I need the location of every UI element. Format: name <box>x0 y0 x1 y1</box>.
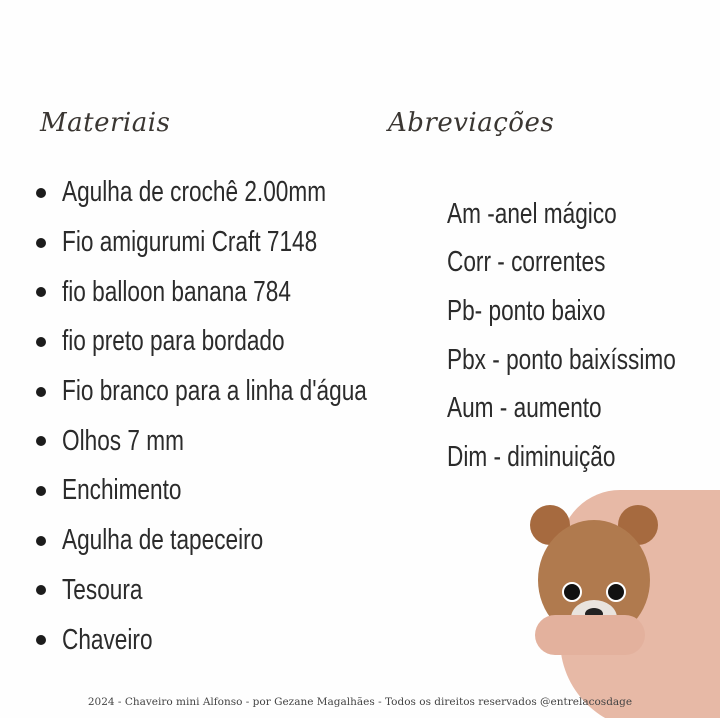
list-item: Fio amigurumi Craft 7148 <box>36 218 453 268</box>
bullet-icon <box>36 287 46 297</box>
list-item: Agulha de tapeceiro <box>36 516 453 566</box>
materials-list <box>36 168 453 665</box>
footer-credits: 2024 - Chaveiro mini Alfonso - por Gezane Magalhães - Todos os direitos reservados @entrelacosdage <box>87 696 633 708</box>
list-item: Pbx - ponto baixíssimo <box>447 343 676 376</box>
list-item: Pb- ponto baixo <box>447 294 606 327</box>
list-item: Corr - correntes <box>447 246 606 279</box>
list-item: Am -anel mágico <box>447 197 617 230</box>
bear-eye-right <box>606 582 626 602</box>
materials-title: Materiais <box>40 108 171 138</box>
bullet-icon <box>36 486 46 496</box>
list-item: Enchimento <box>36 466 453 516</box>
list-item: Agulha de crochê 2.00mm <box>36 168 453 218</box>
list-item: fio preto para bordado <box>36 317 453 367</box>
bullet-icon <box>36 436 46 446</box>
list-item: fio balloon banana 784 <box>36 267 453 317</box>
bullet-icon <box>36 337 46 347</box>
abbreviations-title: Abreviações <box>388 108 555 138</box>
list-item: Tesoura <box>36 566 453 616</box>
bullet-icon <box>36 635 46 645</box>
thumb-photo <box>535 615 645 655</box>
list-item: Fio branco para a linha d'água <box>36 367 453 417</box>
list-item: Dim - diminuição <box>447 440 616 473</box>
list-item: Chaveiro <box>36 615 453 665</box>
bullet-icon <box>36 238 46 248</box>
bullet-icon <box>36 188 46 198</box>
abbreviations-list <box>447 190 720 482</box>
bear-eye-left <box>562 582 582 602</box>
list-item: Olhos 7 mm <box>36 416 453 466</box>
bullet-icon <box>36 536 46 546</box>
bullet-icon <box>36 387 46 397</box>
list-item: Aum - aumento <box>447 392 602 425</box>
bullet-icon <box>36 585 46 595</box>
